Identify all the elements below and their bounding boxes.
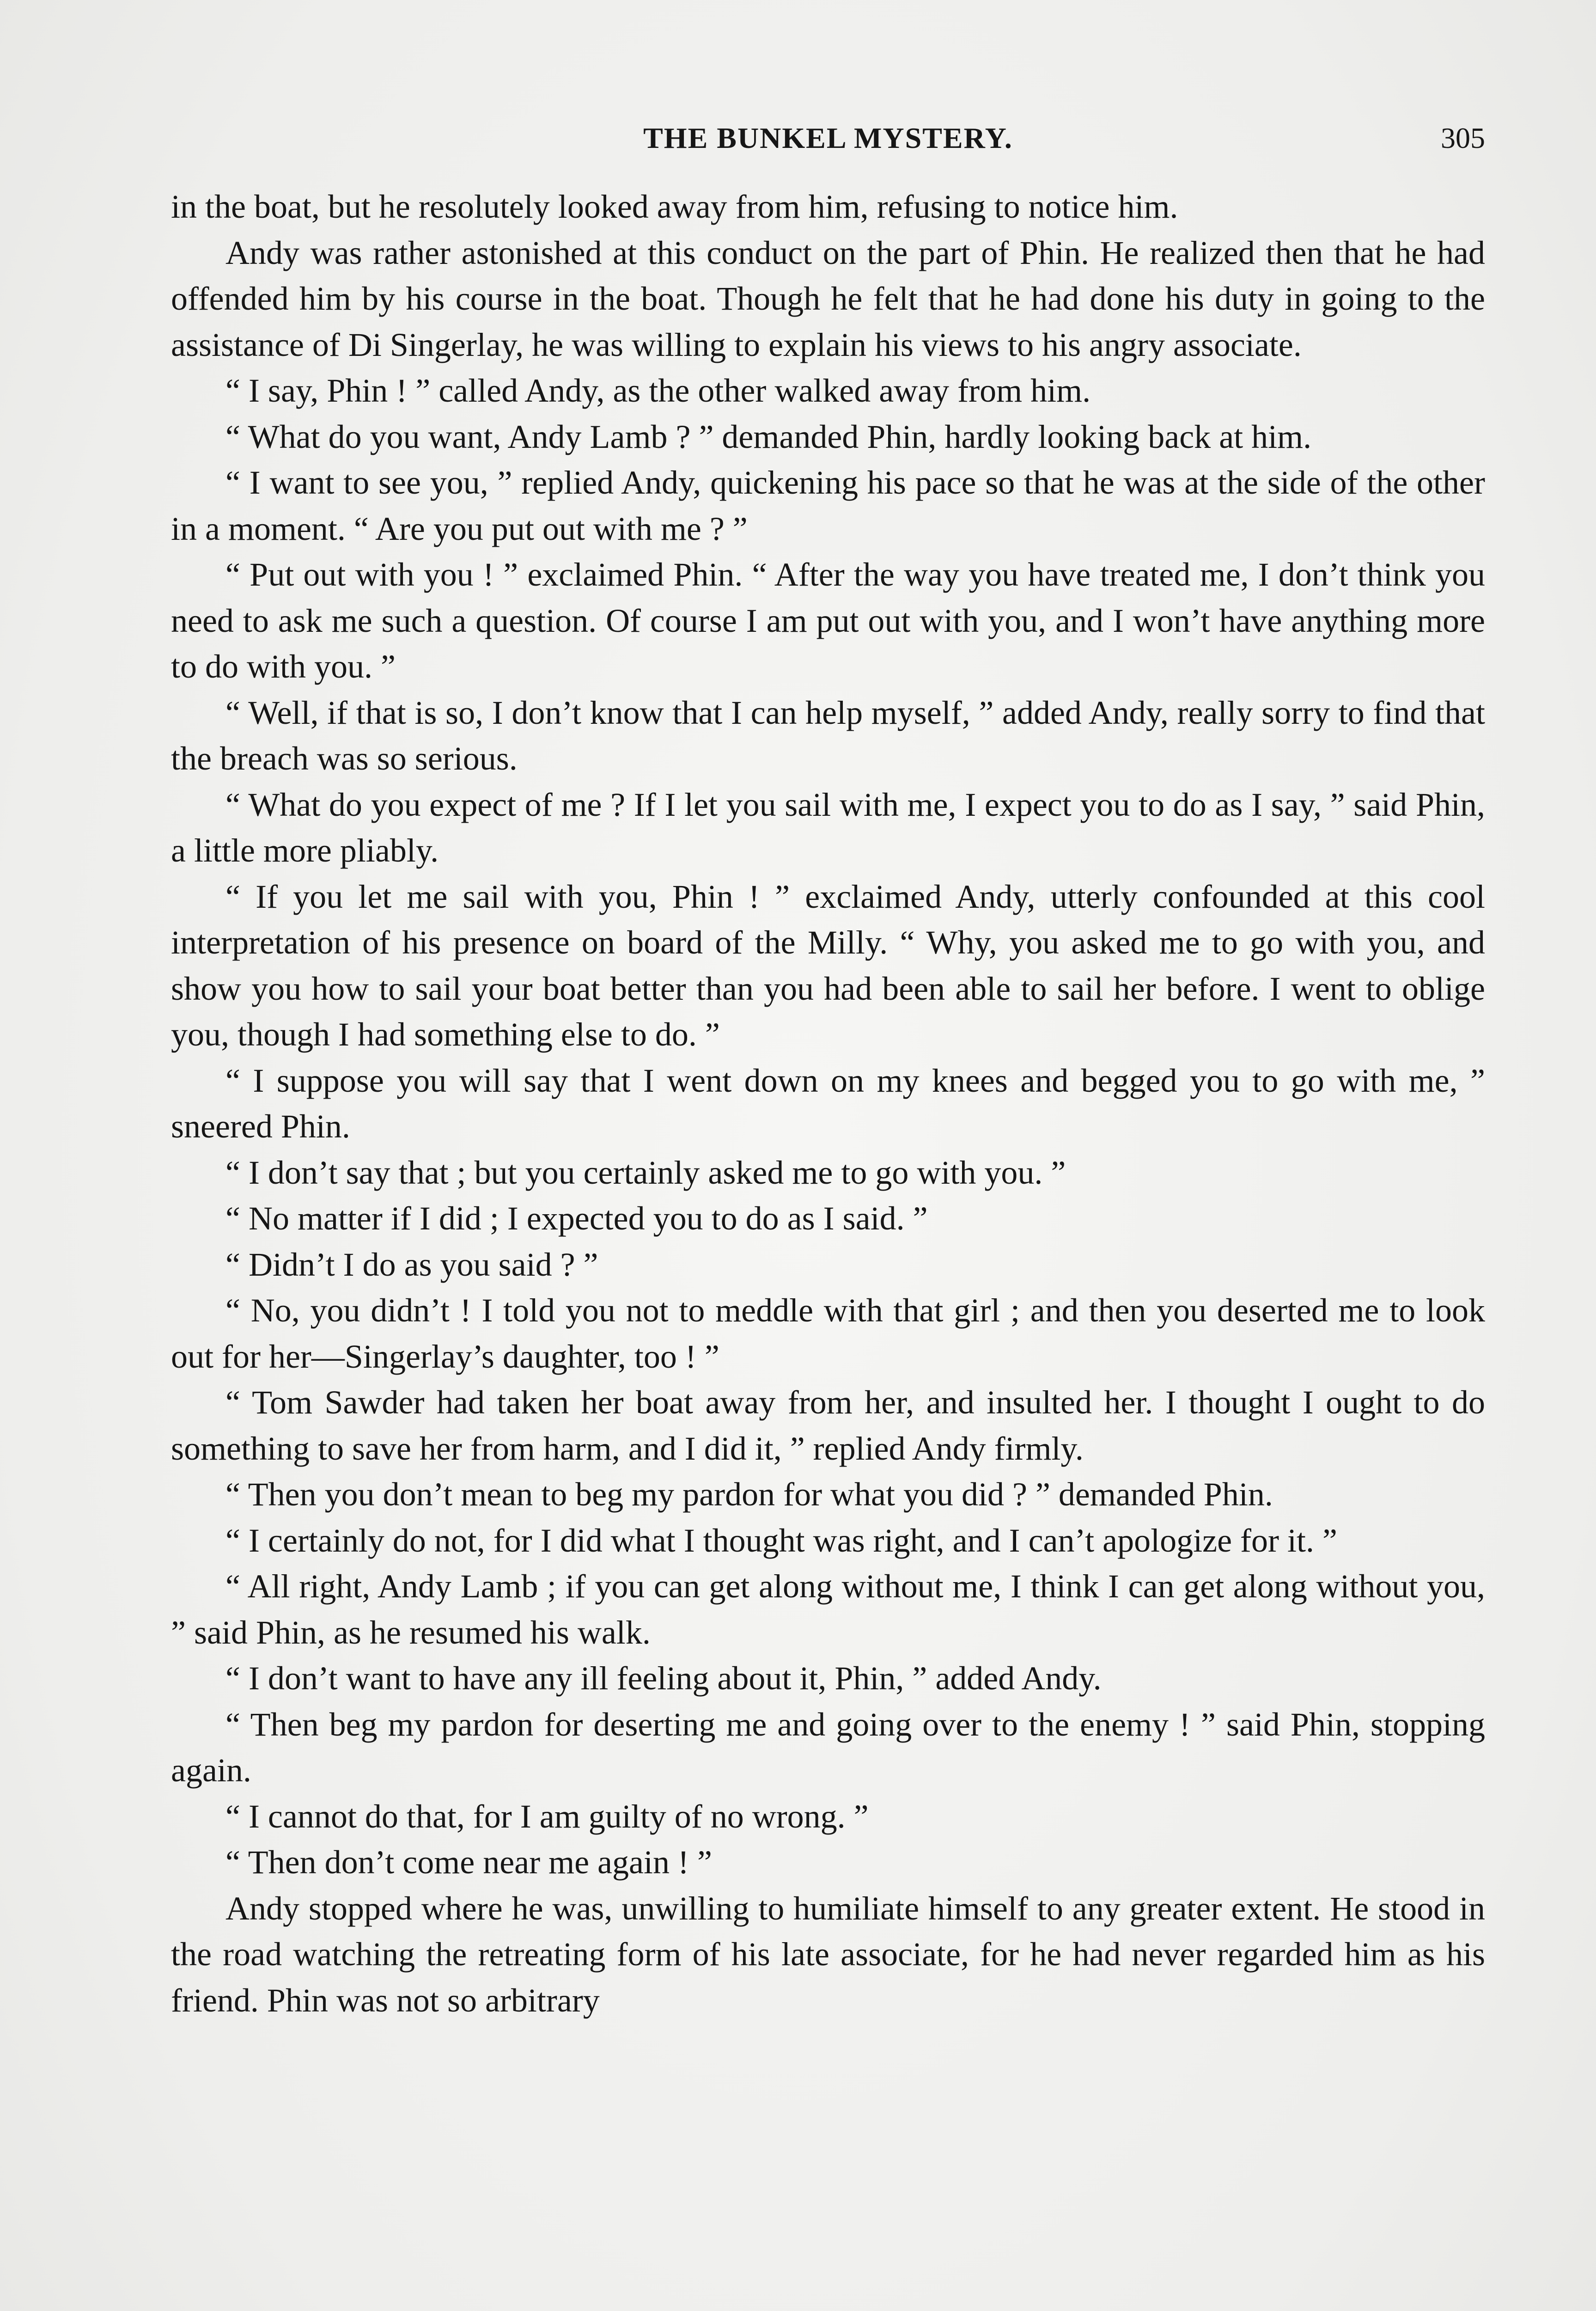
paragraph: “ I suppose you will say that I went down on my knees and begged you to go with me, ” sneered Phin. (171, 1062, 1485, 1145)
running-head (171, 121, 1485, 158)
paragraph: “ Put out with you ! ” exclaimed Phin. “ After the way you have treated me, I don’t think you need to ask me such a question. Of course I am put out with you, and I won’t have anything more to do with you. ” (171, 556, 1485, 685)
paragraph: “ No matter if I did ; I expected you to do as I said. ” (225, 1200, 928, 1237)
paragraph: “ What do you expect of me ? If I let you sail with me, I expect you to do as I say, ” said Phin, a little more pliably. (171, 786, 1485, 869)
paragraph: Andy stopped where he was, unwilling to humiliate himself to any greater extent. He stood in the road watching the retreating form of his late associate, for he had never regarded him as his friend. Phin was not so arbitrary (171, 1889, 1485, 2019)
paragraph: “ What do you want, Andy Lamb ? ” demanded Phin, hardly looking back at him. (225, 418, 1312, 455)
paragraph: “ All right, Andy Lamb ; if you can get along without me, I think I can get along without you, ” said Phin, as he resumed his walk. (171, 1568, 1485, 1651)
body-text (171, 184, 1485, 2024)
paragraph: “ I don’t say that ; but you certainly asked me to go with you. ” (225, 1154, 1066, 1191)
paragraph: “ I say, Phin ! ” called Andy, as the other walked away from him. (225, 372, 1091, 409)
paragraph: “ Then don’t come near me again ! ” (225, 1844, 712, 1881)
paragraph: “ Tom Sawder had taken her boat away from her, and insulted her. I thought I ought to do something to save her from harm, and I did it, ” replied Andy firmly. (171, 1384, 1485, 1467)
running-title: THE BUNKEL MYSTERY. (643, 122, 1013, 154)
paragraph: “ I don’t want to have any ill feeling about it, Phin, ” added Andy. (225, 1660, 1102, 1697)
paragraph: “ I certainly do not, for I did what I thought was right, and I can’t apologize for it. ” (225, 1522, 1337, 1559)
paragraph: in the boat, but he resolutely looked away from him, refusing to notice him. (171, 188, 1178, 225)
paragraph: “ If you let me sail with you, Phin ! ” exclaimed Andy, utterly confounded at this cool interpretation of his presence on board of the Milly. “ Why, you asked me to go with you, and show you how to sail your boat better than you had been able to sail her before. I went to oblige you, though I had something else to do. ” (171, 878, 1485, 1053)
paragraph: “ Then you don’t mean to beg my pardon for what you did ? ” demanded Phin. (225, 1476, 1273, 1513)
page-number: 305 (1441, 122, 1485, 154)
paragraph: “ Well, if that is so, I don’t know that I can help myself, ” added Andy, really sorry to find that the breach was so serious. (171, 694, 1485, 777)
paragraph: “ I cannot do that, for I am guilty of no wrong. ” (225, 1797, 869, 1835)
paragraph: “ Didn’t I do as you said ? ” (225, 1246, 598, 1283)
paragraph: “ I want to see you, ” replied Andy, quickening his pace so that he was at the side of the other in a moment. “ Are you put out with me ? ” (171, 464, 1485, 547)
paragraph: “ No, you didn’t ! I told you not to meddle with that girl ; and then you deserted me to look out for her—Singerlay’s daughter, too ! ” (171, 1292, 1485, 1375)
paragraph: “ Then beg my pardon for deserting me and going over to the enemy ! ” said Phin, stopping again. (171, 1706, 1485, 1789)
paragraph: Andy was rather astonished at this conduct on the part of Phin. He realized then that he had offended him by his course in the boat. Though he felt that he had done his duty in going to the assistance of Di Singerlay, he was willing to explain his views to his angry associate. (171, 234, 1485, 363)
